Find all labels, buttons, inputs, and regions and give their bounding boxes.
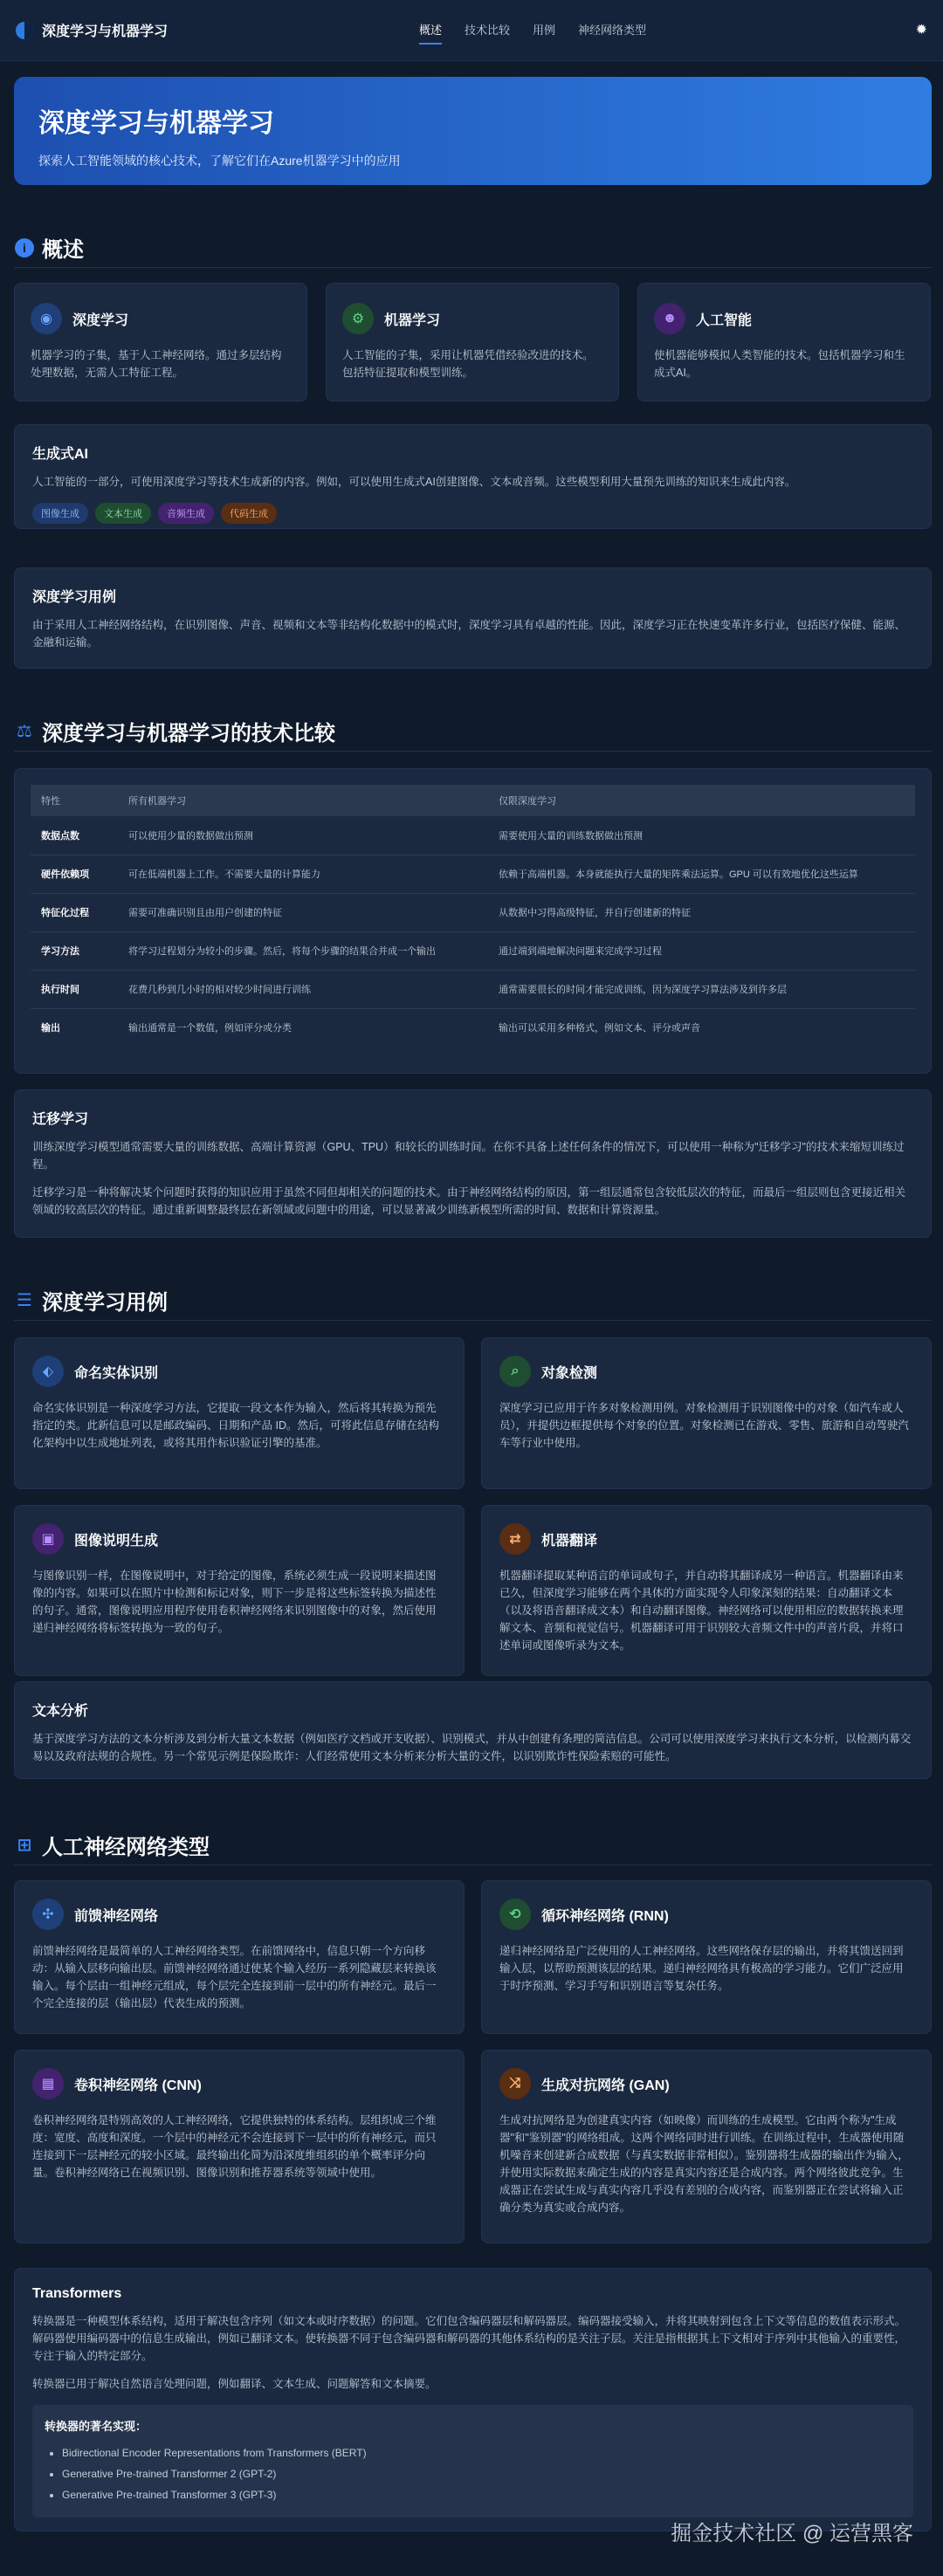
section-heading: 概述: [42, 238, 84, 262]
section-heading: 深度学习用例: [42, 1291, 168, 1315]
card-title: 深度学习用例: [32, 590, 117, 605]
nav-link-comparison[interactable]: 技术比较: [465, 24, 511, 37]
table-row: 特征化过程 需要可准确识别且由用户创建的特征 从数据中习得高级特征，并自行创建新的特征: [31, 893, 915, 931]
loop-icon: ⟲: [499, 1899, 531, 1930]
scale-icon: ⚖: [17, 722, 32, 741]
card-title: 循环神经网络 (RNN): [541, 1908, 669, 1924]
robot-icon: ☻: [654, 303, 685, 334]
top-navbar: [0, 0, 943, 61]
list-item: • Generative Pre-trained Transformer 2 (GPT-2): [62, 2463, 901, 2484]
card-title: 生成式AI: [32, 447, 89, 462]
transfer-learning-card: [14, 1089, 932, 1238]
card-title: 机器翻译: [541, 1533, 598, 1549]
card-title: Transformers: [32, 2286, 122, 2301]
transformers-card: [14, 2268, 932, 2531]
brand-title: 深度学习与机器学习: [42, 24, 169, 39]
card-title: 图像说明生成: [74, 1533, 159, 1549]
card-text: 使机器能够模拟人类智能的技术。包括机器学习和生成式AI。: [654, 349, 905, 379]
translate-icon: ⇄: [499, 1523, 531, 1555]
card-text: 人工智能的子集，采用让机器凭借经验改进的技术。包括特征提取和模型训练。: [342, 349, 594, 379]
card-text: 生成对抗网络是为创建真实内容（如映像）而训练的生成模型。它由两个称为"生成器"和"鉴别器"的网络组成。这两个网络同时进行训练。在训练过程中，生成器使用随机噪音来创建新合成数据（与真实数据非常相似）。鉴别器将生成器的输出作为输入，并使用实际数据来确定生成的内容是真实内容还是合成内容。两个网络彼此竞争。生成器正在尝试生成与真实内容几乎没有差别的合成内容，而鉴别器正在尝试将输入正确分类为真实或合成内容。: [499, 2114, 909, 2214]
brain-icon: ◉: [31, 303, 62, 334]
genai-card: [14, 424, 932, 529]
network-card-feedforward: [14, 1880, 465, 2034]
brain-logo-icon: [16, 22, 33, 39]
watermark: 掘金技术社区 @ 运营黑客: [671, 2522, 913, 2545]
info-icon: i: [14, 237, 35, 258]
card-text: 前馈神经网络是最简单的人工神经网络类型。在前馈网络中，信息只朝一个方向移动：从输入层移向输出层。前馈神经网络通过使某个输入经历一系列隐藏层来转换该输入。每个层由一组神经元组成，每个层完全连接到前一层中的所有神经元。最后一个完全连接的层（输出层）代表生成的预测。: [32, 1945, 437, 2009]
card-text: 转换器已用于解决自然语言处理问题，例如翻译、文本生成、问题解答和文本摘要。: [32, 2378, 437, 2390]
comparison-table: [31, 785, 915, 1047]
th-dl: 仅限深度学习: [488, 785, 915, 816]
grid-icon: ▦: [32, 2068, 64, 2099]
card-text: 深度学习已应用于许多对象检测用例。对象检测用于识别图像中的对象（如汽车或人员），并提供边框提供每个对象的位置。对象检测已在游戏、零售、旅游和自动驾驶汽车等行业中使用。: [499, 1402, 909, 1449]
table-row: 数据点数 可以使用少量的数据做出预测 需要使用大量的训练数据做出预测: [31, 816, 915, 855]
section-comparison-title: [14, 716, 335, 746]
card-text: 机器翻译提取某种语言的单词或句子，并自动将其翻译成另一种语言。机器翻译由来已久，但深度学习能够在两个具体的方面实现令人印象深刻的结果：自动翻译文本（以及将语音翻译成文本）和自动翻译图像。神经网络可以使用相应的数据转换来理解文本、音频和视觉信号。机器翻译可用于识别较大音频文件中的声音片段，并将口述单词或图像听录为文本。: [499, 1570, 904, 1652]
card-text: 人工智能的一部分，可使用深度学习等技术生成新的内容。例如，可以使用生成式AI创建图像、文本或音频。这些模型利用大量预先训练的知识来生成此内容。: [32, 476, 796, 488]
brand[interactable]: [16, 20, 168, 40]
network-card-cnn: [14, 2050, 465, 2243]
overview-card-machine-learning: [326, 283, 619, 402]
settings-gear-icon[interactable]: ✹: [915, 23, 927, 38]
card-title: 卷积神经网络 (CNN): [74, 2078, 202, 2093]
shuffle-icon: ⤨: [499, 2068, 531, 2099]
usecase-card-image-caption: [14, 1505, 465, 1676]
comparison-table-card: [14, 768, 932, 1074]
nav-link-usecases[interactable]: 用例: [533, 24, 556, 37]
impl-title: 转换器的著名实现：: [45, 2420, 148, 2433]
dl-usecase-card: [14, 567, 932, 669]
tag-icon: ⬖: [32, 1356, 64, 1387]
card-title: 前馈神经网络: [74, 1908, 159, 1924]
tag-image-gen: 图像生成: [32, 503, 88, 524]
card-title: 深度学习: [72, 313, 129, 328]
overview-card-deep-learning: [14, 283, 307, 402]
list-item: • Bidirectional Encoder Representations from Transformers (BERT): [62, 2442, 901, 2463]
network-card-rnn: [481, 1880, 932, 2034]
hero-subtitle: 探索人工智能领域的核心技术，了解它们在Azure机器学习中的应用: [38, 154, 401, 168]
card-text: 与图像识别一样，在图像说明中，对于给定的图像，系统必须生成一段说明来描述图像的内容。如果可以在照片中检测和标记对象，则下一步是将这些标签转换为描述性的句子。通常，图像说明应用程序使用卷积神经网络来识别图像中的对象，然后使用递归神经网络将标签转换为一致的句子。: [32, 1570, 437, 1634]
usecase-card-object-detection: [481, 1337, 932, 1489]
th-feature: 特性: [31, 785, 118, 816]
table-row: 学习方法 将学习过程划分为较小的步骤。然后，将每个步骤的结果合并成一个输出 通过端到端地解决问题来完成学习过程: [31, 931, 915, 970]
tag-code-gen: 代码生成: [221, 503, 277, 524]
hero-banner: [14, 77, 932, 185]
card-title: 文本分析: [32, 1704, 89, 1719]
overview-card-ai: [637, 283, 931, 402]
table-row: 执行时间 花费几秒到几小时的相对较少时间进行训练 通常需要很长的时间才能完成训练，因为深度学习算法涉及到许多层: [31, 970, 915, 1008]
transformer-implementations: [32, 2405, 913, 2518]
section-usecases-title: [14, 1285, 168, 1315]
hero-title: 深度学习与机器学习: [38, 109, 274, 138]
network-icon: ✣: [32, 1899, 64, 1930]
card-title: 对象检测: [541, 1365, 598, 1381]
card-text: 卷积神经网络是特别高效的人工神经网络，它提供独特的体系结构。层组织成三个维度：宽度、高度和深度。一个层中的神经元不会连接到下一层中的所有神经元，而只连接到下一层神经元的较小区域。最终输出化简为沿深度维组织的单个概率评分向量。卷积神经网络已在视频识别、图像识别和推荐器系统等领域中使用。: [32, 2114, 437, 2179]
card-text: 转换器是一种模型体系结构，适用于解决包含序列（如文本或时序数据）的问题。它们包含编码器层和解码器层。编码器接受输入，并将其映射到包含上下文等信息的数值表示形式。解码器使用编码器中的信息生成输出，例如已翻译文本。使转换器不同于包含编码器和解码器的其他体系结构的是关注子层。关注是指根据其上下文相对于序列中其他输入的重要性，专注于输入的特定部分。: [32, 2315, 906, 2362]
usecase-card-translation: [481, 1505, 932, 1676]
list-icon: ☰: [17, 1291, 32, 1310]
image-icon: ▣: [32, 1523, 64, 1555]
table-row: 硬件依赖项 可在低端机器上工作。不需要大量的计算能力 依赖于高端机器。本身就能执行大量的矩阵乘法运算。GPU 可以有效地优化这些运算: [31, 855, 915, 893]
nav-link-networks[interactable]: 神经网络类型: [578, 24, 647, 37]
nav-links: [419, 21, 646, 45]
network-card-gan: [481, 2050, 932, 2243]
card-text: 基于深度学习方法的文本分析涉及到分析大量文本数据（例如医疗文档或开支收据）、识别模式，并从中创建有条理的简洁信息。公司可以使用深度学习来执行文本分析，以检测内幕交易以及政府法规的合规性。另一个常见示例是保险欺诈：人们经常使用文本分析来分析大量的文件，以识别欺诈性保险索赔的可能性。: [32, 1733, 912, 1762]
table-row: 输出 输出通常是一个数值，例如评分或分类 输出可以采用多种格式，例如文本、评分或声音: [41, 1023, 700, 1034]
list-item: • Generative Pre-trained Transformer 3 (GPT-3): [62, 2484, 901, 2505]
card-title: 人工智能: [696, 313, 753, 328]
card-title: 迁移学习: [32, 1112, 89, 1127]
card-text: 命名实体识别是一种深度学习方法，它提取一段文本作为输入，然后将其转换为预先指定的类。此新信息可以是邮政编码、日期和产品 ID。然后，可将此信息存储在结构化架构中以生成地址列表，或将其用作标识验证引擎的基准。: [32, 1402, 439, 1449]
card-text: 机器学习的子集，基于人工神经网络。通过多层结构处理数据，无需人工特征工程。: [31, 349, 282, 379]
gear-icon: ⚙: [342, 303, 374, 334]
th-ml: 所有机器学习: [118, 785, 488, 816]
card-text: 递归神经网络是广泛使用的人工神经网络。这些网络保存层的输出，并将其馈送回到输入层，以帮助预测该层的结果。递归神经网络具有极高的学习能力。它们广泛应用于时序预测、学习手写和识别语言等复杂任务。: [499, 1945, 904, 1992]
card-title: 机器学习: [384, 313, 441, 328]
search-icon: ⌕: [499, 1356, 531, 1387]
section-overview-title: [14, 232, 84, 263]
card-title: 生成对抗网络 (GAN): [541, 2078, 670, 2093]
tag-audio-gen: 音频生成: [158, 503, 214, 524]
section-heading: 人工神经网络类型: [42, 1836, 210, 1859]
section-heading: 深度学习与机器学习的技术比较: [42, 722, 335, 745]
network-icon: ⊞: [17, 1836, 32, 1855]
text-analysis-card: [14, 1681, 932, 1779]
section-networks-title: [14, 1830, 210, 1860]
usecase-card-ner: [14, 1337, 465, 1489]
card-text: 迁移学习是一种将解决某个问题时获得的知识应用于虽然不同但却相关的问题的技术。由于神经网络结构的原因，第一组层通常包含较低层次的特征，而最后一组层则包含更接近相关领域的较高层次的特征。通过重新调整最终层在新领域或问题中的用途，可以显著减少训练新模型所需的时间、数据和计算资源量。: [32, 1186, 906, 1216]
tag-text-gen: 文本生成: [95, 503, 151, 524]
card-text: 由于采用人工神经网络结构，在识别图像、声音、视频和文本等非结构化数据中的模式时，深度学习具有卓越的性能。因此，深度学习正在快速变革许多行业，包括医疗保健、能源、金融和运输。: [32, 619, 906, 649]
card-title: 命名实体识别: [74, 1365, 159, 1381]
card-text: 训练深度学习模型通常需要大量的训练数据、高端计算资源（GPU、TPU）和较长的训练时间。在你不具备上述任何条件的情况下，可以使用一种称为"迁移学习"的技术来缩短训练过程。: [32, 1141, 905, 1171]
nav-link-overview[interactable]: 概述: [419, 21, 442, 45]
